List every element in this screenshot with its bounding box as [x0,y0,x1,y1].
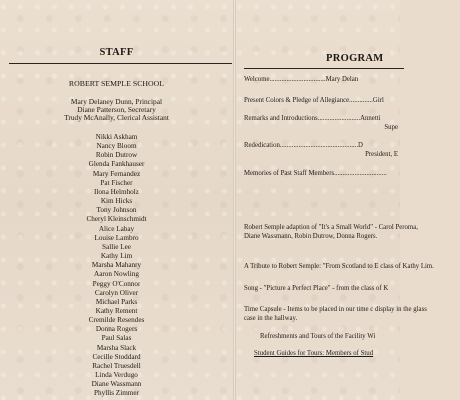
staff-member: Cecille Stoddard [92,352,141,361]
program-tribute: A Tribute to Robert Semple: "From Scotland to E class of Kathy Lim. [244,263,434,270]
program-remarks-sub: Supe [384,124,398,131]
staff-member: Rachel Truesdell [92,361,141,370]
program-adaptation: Robert Semple adaption of "It's a Small World" - Carol Peroma, Diane Wassmann, Robin Dutrow, Donna Rogers. [244,224,418,240]
program-colors: Present Colors & Pledge of Allegiance..............Girl [244,97,384,104]
staff-member: Cremilde Resendes [88,316,145,325]
staff-member: Marsha Slack [96,343,137,352]
staff-member: Kathy Rement [95,306,138,315]
staff-member: Phyllis Zimmer [94,389,139,398]
admin-principal: Mary Delaney Dunn, Principal [70,97,163,106]
staff-member: Marsha Mahanry [91,261,142,270]
school-name: ROBERT SEMPLE SCHOOL [68,79,165,88]
staff-member-list [0,133,233,399]
staff-member: Cheryl Kleinschmidt [86,215,147,224]
staff-member: Paul Salas [101,334,132,343]
staff-member: Linda Verdugo [95,371,138,380]
staff-heading-rule [9,63,232,64]
admin-clerical: Trudy McAnally, Clerical Assistant [64,113,169,123]
program-guides: Student Guides for Tours: Members of Stud [254,350,374,357]
staff-member: Kathy Lim [100,252,133,261]
program-heading: PROGRAM [326,53,384,64]
staff-member: Alice Labay [98,224,135,233]
staff-member: Carolyn Oliver [94,288,139,297]
program-refreshments: Refreshments and Tours of the Facility Wi [260,333,376,340]
staff-member: Mary Fernandez [92,169,141,178]
staff-member: Sallie Lee [102,242,131,251]
staff-member: Ilona Helmholz [94,187,139,196]
program-song: Song - "Picture a Perfect Place" - from the class of K [244,285,389,292]
program-page [236,0,434,400]
program-welcome: Welcome.................................Mary Delan [244,76,359,83]
staff-member: Kim Hicks [100,197,133,206]
program-memories: Memories of Past Staff Members............................... [244,170,387,177]
program-remarks: Remarks and Introductions.........................Annetti [244,115,381,122]
staff-member: Michael Parks [95,297,138,306]
staff-member: Diane Wassmann [91,380,142,389]
admin-list [0,98,233,123]
staff-member: Louise Lambro [94,233,139,242]
program-rededication: Rededication..............................................D [244,142,363,149]
program-heading-rule [244,68,404,69]
staff-member: Robin Dutrow [95,151,138,160]
staff-member: Nancy Bloom [96,142,137,151]
staff-member: Aaron Nowling [94,270,139,279]
staff-member: Pat Fischer [100,178,133,187]
staff-member: Nikki Askham [95,133,138,141]
program-rededication-sub: President, E [365,151,398,158]
admin-secretary: Diane Patterson, Secretary [77,105,156,115]
program-capsule: Time Capsule - Items to be placed in our time c display in the glass case in the hallway. [244,306,427,322]
staff-member: Peggy O'Connor [92,279,141,288]
staff-member: Donna Rogers [95,325,138,334]
staff-heading: STAFF [99,47,134,58]
staff-member: Tony Johnson [96,206,137,215]
staff-member: Glenda Fankhauser [88,160,145,169]
